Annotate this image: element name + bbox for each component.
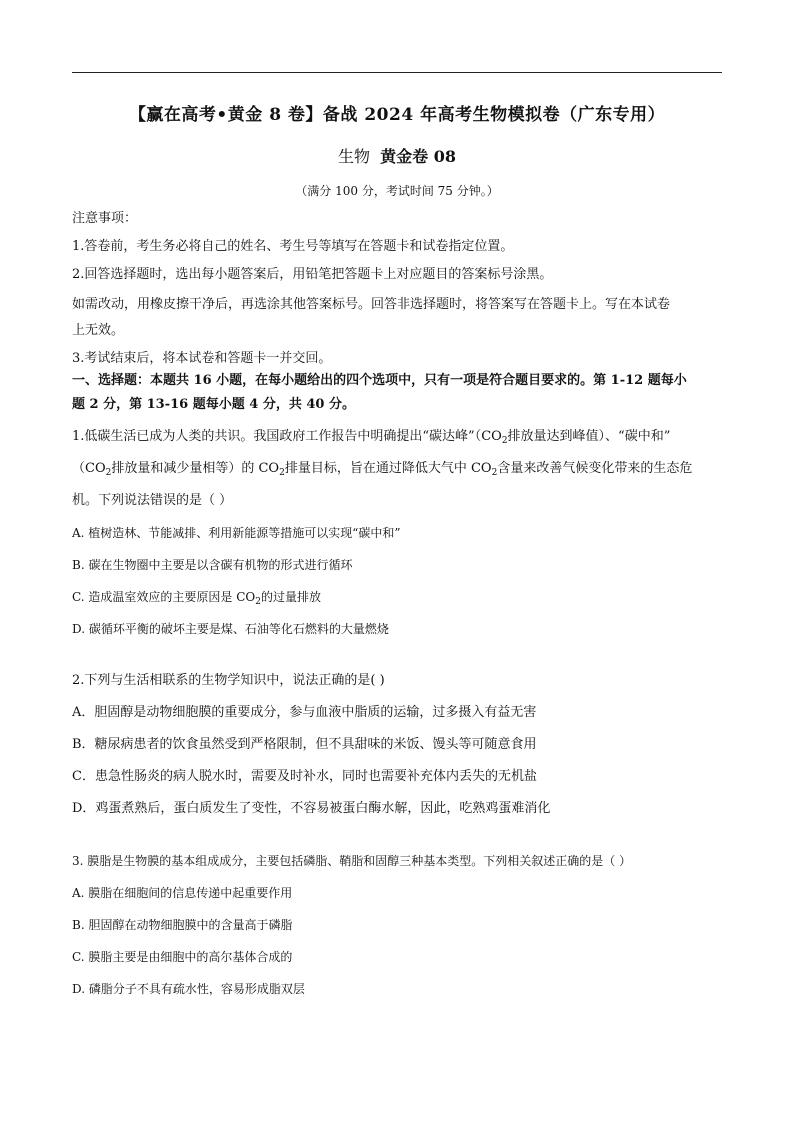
q1-text: 排量目标，旨在通过降低大气中 CO [284, 461, 492, 476]
subscript: 2 [501, 436, 508, 446]
q1-option-a: A. 植树造林、节能减排、利用新能源等措施可以实现“碳中和” [72, 526, 401, 540]
q1-text: 1.低碳生活已成为人类的共识。我国政府工作报告中明确提出“碳达峰”（CO [72, 429, 502, 444]
q1-option-d: D. 碳循环平衡的破坏主要是煤、石油等化石燃料的大量燃烧 [72, 622, 389, 636]
q1-option-c [72, 588, 732, 606]
q3-option-a: A. 膜脂在细胞间的信息传递中起重要作用 [72, 886, 293, 900]
note-item-2-continued-end: 上无效。 [72, 323, 125, 338]
q2-option-b: B．糖尿病患者的饮食虽然受到严格限制，但不具甜味的米饭、馒头等可随意食用 [72, 737, 537, 752]
paper-volume: 黄金卷 08 [380, 147, 457, 166]
paper-subtitle [0, 148, 794, 166]
q1-text: 排放量和减少量相等）的 CO [111, 461, 280, 476]
q1-text: 排放量达到峰值）、“碳中和” [507, 429, 671, 444]
q1-text: （CO [72, 461, 106, 476]
exam-info: （满分 100 分，考试时间 75 分钟。） [295, 184, 499, 198]
header-rule [72, 72, 722, 73]
q1-stem-line3: 机。下列说法错误的是（ ） [72, 493, 233, 508]
notes-heading: 注意事项： [72, 211, 138, 226]
subscript: 2 [255, 597, 261, 607]
section-heading-line1: 一、选择题：本题共 16 小题，在每小题给出的四个选项中，只有一项是符合题目要求的。第 1-12 题每小 [72, 373, 687, 388]
q3-option-d: D. 磷脂分子不具有疏水性，容易形成脂双层 [72, 982, 305, 996]
note-item-2-continued: 如需改动，用橡皮擦干净后，再选涂其他答案标号。回答非选择题时，将答案写在答题卡上。写在本试卷 [72, 297, 671, 312]
q1-stem-line2 [72, 460, 732, 478]
q2-option-c: C．患急性肠炎的病人脱水时，需要及时补水，同时也需要补充体内丢失的无机盐 [72, 769, 537, 784]
q1-text: 含量来改善气候变化带来的生态危 [497, 461, 693, 476]
q1-option-b: B. 碳在生物圈中主要是以含碳有机物的形式进行循环 [72, 558, 353, 572]
q2-option-a: A．胆固醇是动物细胞膜的重要成分，参与血液中脂质的运输，过多摄入有益无害 [72, 705, 537, 720]
q2-option-d: D．鸡蛋煮熟后，蛋白质发生了变性，不容易被蛋白酶水解，因此，吃熟鸡蛋难消化 [72, 801, 551, 816]
q1-option-c-text: 的过量排放 [260, 590, 321, 604]
subscript: 2 [105, 468, 112, 478]
subscript: 2 [279, 468, 285, 478]
q1-stem-line1 [72, 428, 732, 446]
q3-option-b: B. 胆固醇在动物细胞膜中的含量高于磷脂 [72, 918, 293, 932]
q2-stem: 2.下列与生活相联系的生物学知识中，说法正确的是( ) [72, 673, 385, 688]
subscript: 2 [491, 468, 498, 478]
paper-title: 【赢在高考•黄金 8 卷】备战 2024 年高考生物模拟卷（广东专用） [128, 105, 666, 125]
note-item-2: 2.回答选择题时，选出每小题答案后，用铅笔把答题卡上对应题目的答案标号涂黑。 [72, 267, 553, 282]
subject-label: 生物 [337, 147, 370, 166]
note-item-1: 1.答卷前，考生务必将自己的姓名、考生号等填写在答题卡和试卷指定位置。 [72, 239, 514, 254]
q3-stem: 3. 膜脂是生物膜的基本组成成分，主要包括磷脂、鞘脂和固醇三种基本类型。下列相关叙述正确的是（ ） [72, 854, 632, 868]
q1-option-c-text: C. 造成温室效应的主要原因是 CO [72, 590, 256, 604]
section-heading-line2: 题 2 分，第 13-16 题每小题 4 分，共 40 分。 [72, 397, 355, 412]
note-item-3: 3.考试结束后，将本试卷和答题卡一并交回。 [72, 351, 332, 366]
q3-option-c: C. 膜脂主要是由细胞中的高尔基体合成的 [72, 950, 293, 964]
